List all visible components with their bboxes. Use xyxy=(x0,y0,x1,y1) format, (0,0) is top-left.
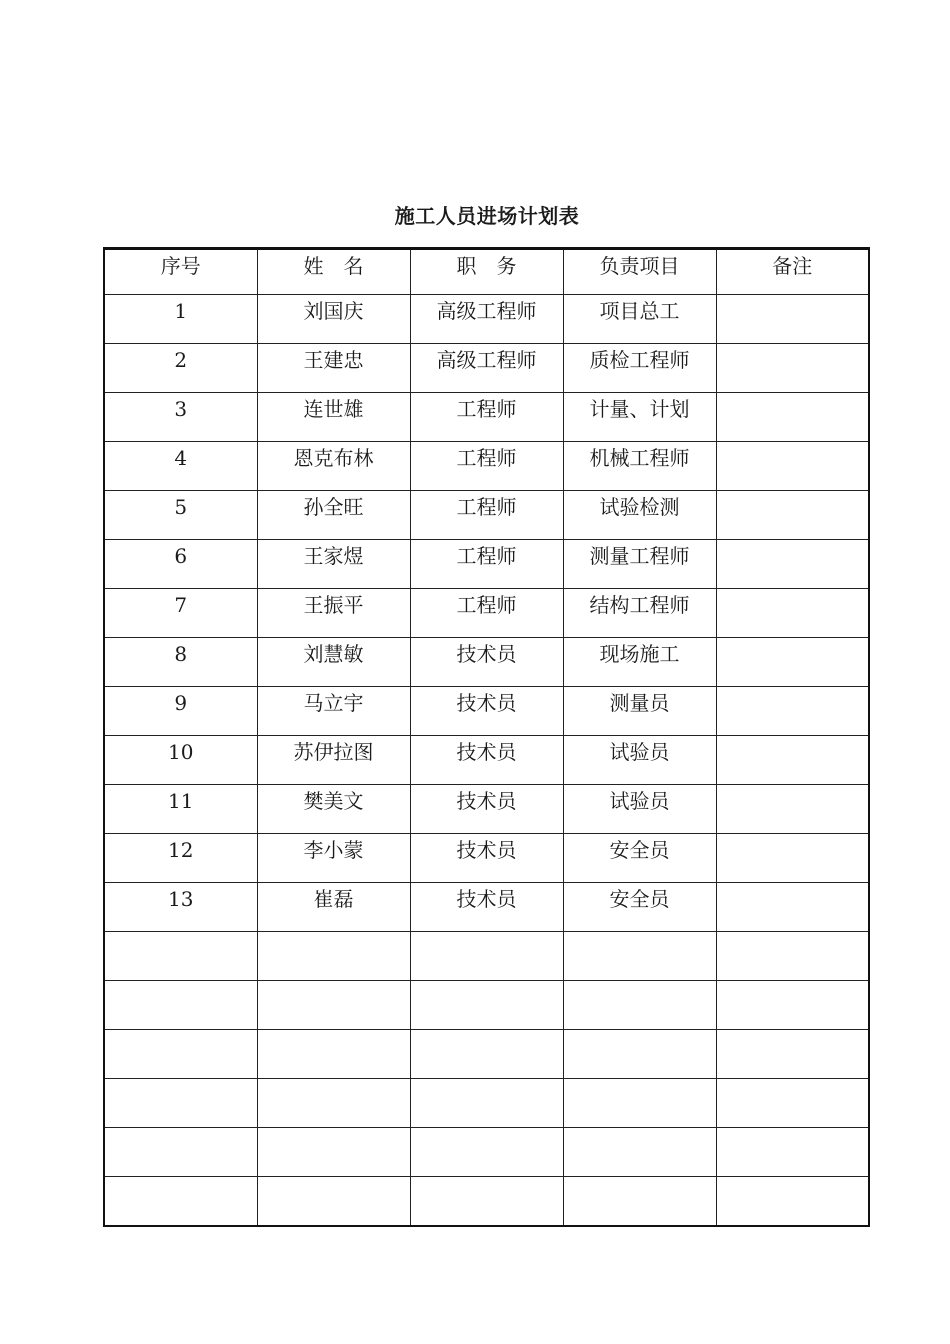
cell-index: 1 xyxy=(104,295,257,344)
cell-name: 苏伊拉图 xyxy=(257,736,410,785)
cell-remarks xyxy=(716,736,869,785)
cell-remarks xyxy=(716,295,869,344)
table-row xyxy=(104,981,869,1030)
header-name: 姓 名 xyxy=(257,249,410,295)
cell-index xyxy=(104,1030,257,1079)
table-row xyxy=(104,687,869,736)
cell-index: 7 xyxy=(104,589,257,638)
table-row xyxy=(104,785,869,834)
cell-index: 6 xyxy=(104,540,257,589)
cell-remarks xyxy=(716,883,869,932)
cell-remarks xyxy=(716,589,869,638)
cell-name: 王建忠 xyxy=(257,344,410,393)
cell-responsibility xyxy=(563,1079,716,1128)
cell-remarks xyxy=(716,981,869,1030)
cell-position xyxy=(410,1128,563,1177)
header-remarks: 备注 xyxy=(716,249,869,295)
cell-index: 10 xyxy=(104,736,257,785)
cell-index: 4 xyxy=(104,442,257,491)
cell-responsibility: 安全员 xyxy=(563,834,716,883)
cell-index xyxy=(104,1177,257,1226)
cell-remarks xyxy=(716,540,869,589)
cell-index: 8 xyxy=(104,638,257,687)
cell-remarks xyxy=(716,687,869,736)
table-row xyxy=(104,393,869,442)
cell-index: 3 xyxy=(104,393,257,442)
cell-name xyxy=(257,1030,410,1079)
cell-name: 刘慧敏 xyxy=(257,638,410,687)
table-row xyxy=(104,834,869,883)
cell-index: 9 xyxy=(104,687,257,736)
table-header-row xyxy=(104,249,869,295)
cell-name: 王家煜 xyxy=(257,540,410,589)
cell-position: 工程师 xyxy=(410,442,563,491)
table-row xyxy=(104,1079,869,1128)
cell-remarks xyxy=(716,638,869,687)
cell-index xyxy=(104,981,257,1030)
cell-position: 技术员 xyxy=(410,638,563,687)
cell-responsibility: 项目总工 xyxy=(563,295,716,344)
cell-name: 樊美文 xyxy=(257,785,410,834)
cell-responsibility xyxy=(563,981,716,1030)
table-row xyxy=(104,638,869,687)
table-row xyxy=(104,883,869,932)
cell-responsibility: 结构工程师 xyxy=(563,589,716,638)
cell-position xyxy=(410,1030,563,1079)
header-responsibility: 负责项目 xyxy=(563,249,716,295)
cell-responsibility: 计量、计划 xyxy=(563,393,716,442)
cell-name xyxy=(257,1177,410,1226)
table-row xyxy=(104,1128,869,1177)
cell-position: 技术员 xyxy=(410,883,563,932)
cell-position xyxy=(410,1079,563,1128)
cell-remarks xyxy=(716,491,869,540)
cell-index: 12 xyxy=(104,834,257,883)
cell-position xyxy=(410,932,563,981)
cell-position: 高级工程师 xyxy=(410,295,563,344)
cell-responsibility: 试验员 xyxy=(563,736,716,785)
cell-remarks xyxy=(716,834,869,883)
table-row xyxy=(104,589,869,638)
cell-name: 李小蒙 xyxy=(257,834,410,883)
cell-position xyxy=(410,1177,563,1226)
table-row xyxy=(104,295,869,344)
table-row xyxy=(104,736,869,785)
cell-index xyxy=(104,932,257,981)
cell-index: 13 xyxy=(104,883,257,932)
cell-name: 王振平 xyxy=(257,589,410,638)
cell-index: 5 xyxy=(104,491,257,540)
table-row xyxy=(104,1177,869,1226)
cell-responsibility: 测量工程师 xyxy=(563,540,716,589)
cell-name: 刘国庆 xyxy=(257,295,410,344)
cell-name: 恩克布林 xyxy=(257,442,410,491)
header-position: 职 务 xyxy=(410,249,563,295)
cell-remarks xyxy=(716,1128,869,1177)
cell-position: 技术员 xyxy=(410,785,563,834)
table-row xyxy=(104,344,869,393)
cell-responsibility: 试验员 xyxy=(563,785,716,834)
cell-name: 马立宇 xyxy=(257,687,410,736)
cell-name xyxy=(257,981,410,1030)
cell-remarks xyxy=(716,393,869,442)
cell-position: 工程师 xyxy=(410,589,563,638)
cell-responsibility xyxy=(563,1128,716,1177)
table-row xyxy=(104,442,869,491)
table-row xyxy=(104,1030,869,1079)
cell-remarks xyxy=(716,1177,869,1226)
cell-responsibility xyxy=(563,1030,716,1079)
cell-responsibility: 试验检测 xyxy=(563,491,716,540)
cell-responsibility: 安全员 xyxy=(563,883,716,932)
cell-name: 崔磊 xyxy=(257,883,410,932)
table-body xyxy=(104,295,869,1226)
cell-name xyxy=(257,1128,410,1177)
table-row xyxy=(104,540,869,589)
cell-responsibility xyxy=(563,932,716,981)
cell-index xyxy=(104,1128,257,1177)
cell-position: 技术员 xyxy=(410,687,563,736)
cell-position: 高级工程师 xyxy=(410,344,563,393)
cell-responsibility: 机械工程师 xyxy=(563,442,716,491)
cell-index: 2 xyxy=(104,344,257,393)
cell-position: 工程师 xyxy=(410,540,563,589)
cell-position xyxy=(410,981,563,1030)
cell-position: 技术员 xyxy=(410,834,563,883)
cell-responsibility: 测量员 xyxy=(563,687,716,736)
cell-name xyxy=(257,932,410,981)
table-row xyxy=(104,932,869,981)
cell-remarks xyxy=(716,442,869,491)
cell-responsibility xyxy=(563,1177,716,1226)
header-index: 序号 xyxy=(104,249,257,295)
table-row xyxy=(104,491,869,540)
cell-index: 11 xyxy=(104,785,257,834)
cell-name: 连世雄 xyxy=(257,393,410,442)
cell-remarks xyxy=(716,344,869,393)
cell-remarks xyxy=(716,1030,869,1079)
cell-position: 技术员 xyxy=(410,736,563,785)
cell-responsibility: 现场施工 xyxy=(563,638,716,687)
cell-index xyxy=(104,1079,257,1128)
cell-position: 工程师 xyxy=(410,393,563,442)
cell-responsibility: 质检工程师 xyxy=(563,344,716,393)
cell-name xyxy=(257,1079,410,1128)
cell-remarks xyxy=(716,932,869,981)
cell-remarks xyxy=(716,785,869,834)
cell-name: 孙全旺 xyxy=(257,491,410,540)
personnel-plan-table xyxy=(103,247,870,1227)
cell-remarks xyxy=(716,1079,869,1128)
page-title: 施工人员进场计划表 xyxy=(394,204,580,228)
cell-position: 工程师 xyxy=(410,491,563,540)
